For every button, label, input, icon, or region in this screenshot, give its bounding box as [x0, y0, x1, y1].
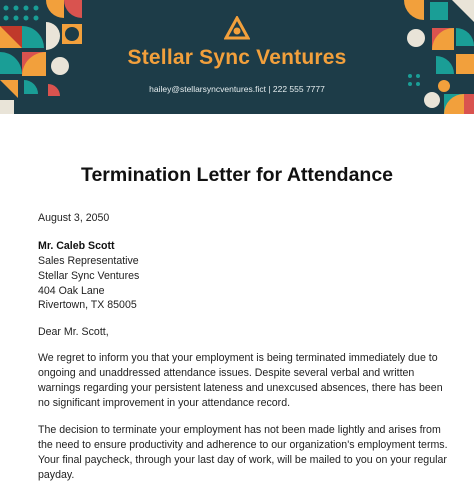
recipient-name: Mr. Caleb Scott [38, 240, 115, 252]
letter-date: August 3, 2050 [38, 212, 110, 224]
paragraph-1-line: warnings regarding your persistent lateness and unexcused absences, there has been [38, 382, 443, 394]
contact-info: hailey@stellarsyncventures.fict | 222 555 7777 [149, 84, 325, 94]
salutation: Dear Mr. Scott, [38, 326, 109, 338]
paragraph-2-line: the need to ensure productivity and adherence to our organization's employment terms. [38, 439, 448, 451]
recipient-city: Rivertown, TX 85005 [38, 299, 137, 311]
paragraph-2-line: payday. [38, 469, 75, 481]
paragraph-1-line: no significant improvement in your attendance record. [38, 397, 291, 409]
recipient-role: Sales Representative [38, 255, 139, 267]
header-banner [0, 0, 474, 114]
paragraph-2-line: The decision to terminate your employment has not been made lightly and arises from [38, 424, 441, 436]
document-title: Termination Letter for Attendance [80, 164, 394, 186]
company-name: Stellar Sync Ventures [127, 46, 347, 69]
company-logo-icon [224, 16, 250, 42]
paragraph-1-line: ongoing and unaddressed attendance issues. Despite several verbal and written [38, 367, 415, 379]
recipient-street: 404 Oak Lane [38, 285, 105, 297]
paragraph-2-line: Your final paycheck, through your last day of work, will be mailed to you on your regular [38, 454, 447, 466]
recipient-company: Stellar Sync Ventures [38, 270, 140, 282]
paragraph-1-line: We regret to inform you that your employment is being terminated immediately due to [38, 352, 438, 364]
